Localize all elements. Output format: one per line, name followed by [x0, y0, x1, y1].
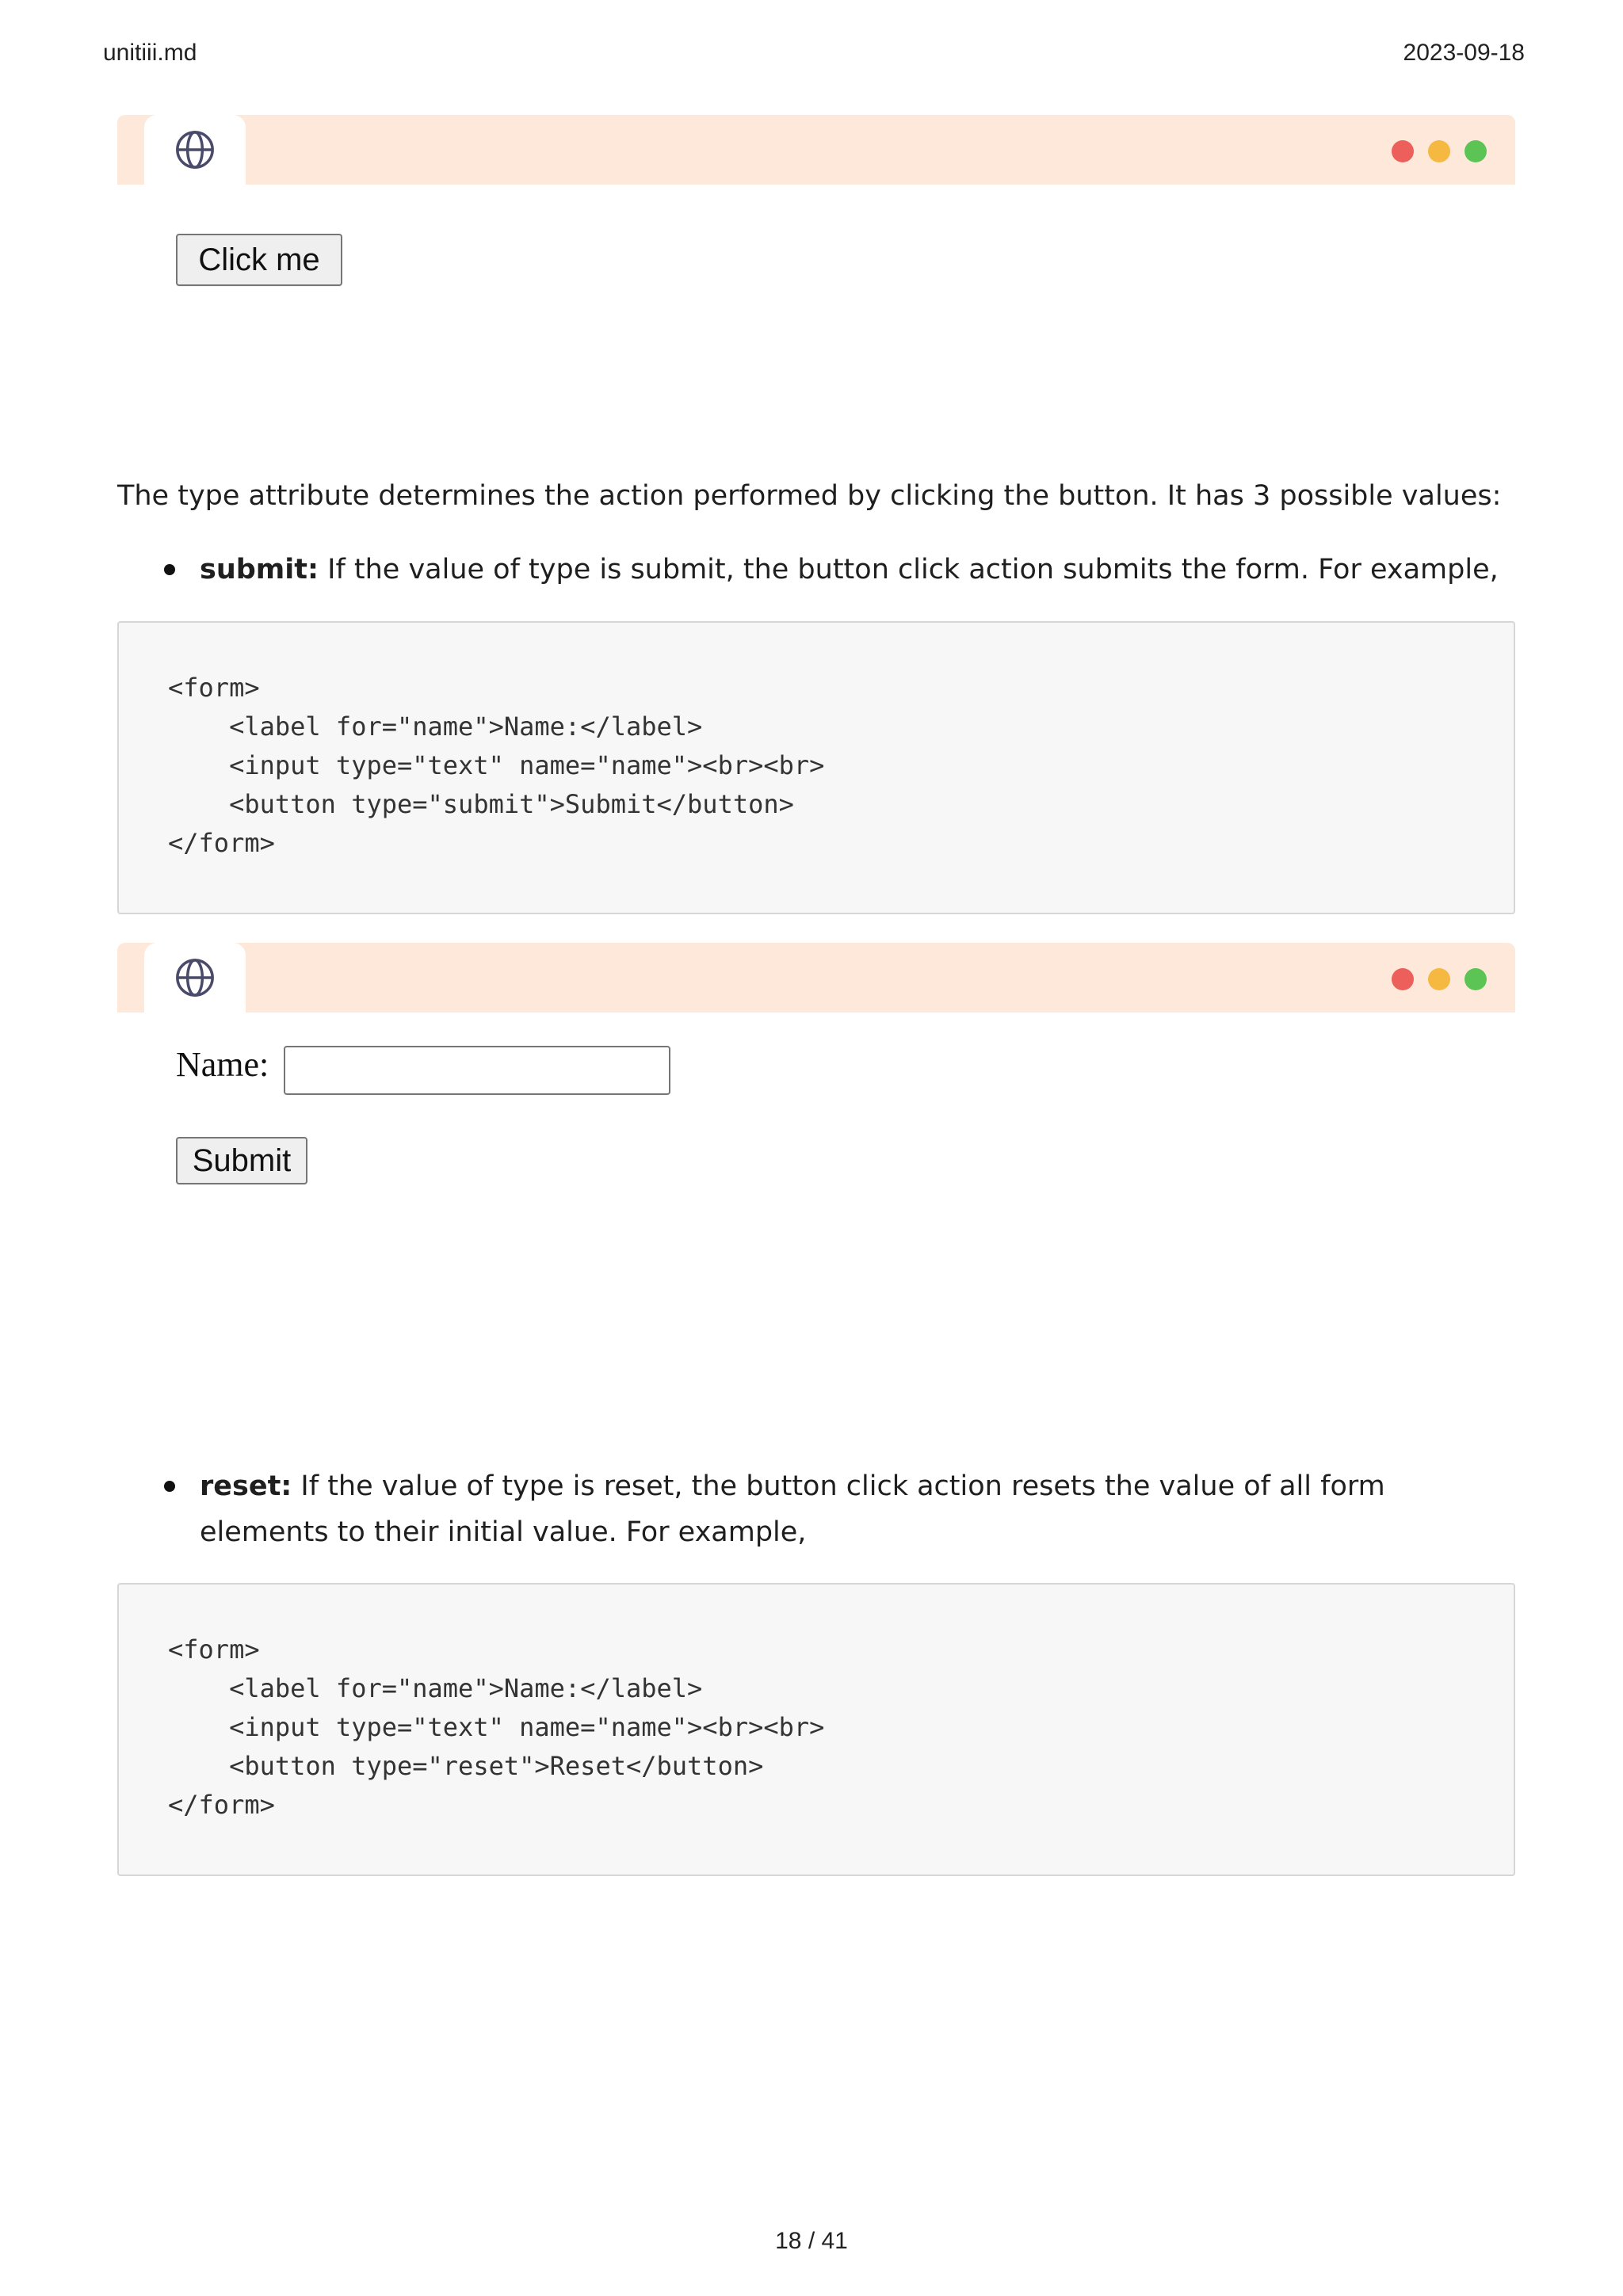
name-input[interactable] — [284, 1046, 670, 1095]
preview-window-2 — [117, 943, 1515, 1244]
bullet-text: If the value of type is submit, the button click action submits the form. For example, — [319, 554, 1499, 585]
close-dot[interactable] — [1392, 140, 1414, 162]
minimize-dot[interactable] — [1428, 968, 1450, 990]
document-date: 2023-09-18 — [1403, 40, 1525, 66]
preview-tab — [144, 115, 246, 185]
intro-paragraph: The type attribute determines the action performed by clicking the button. It has 3 possible values: — [117, 480, 1502, 512]
name-label: Name: — [176, 1045, 269, 1084]
bullet-text: If the value of type is reset, the button click action resets the value of all form elements to their initial value. For example, — [200, 1470, 1385, 1548]
bullet-term: submit: — [200, 554, 319, 585]
code-text: <form> <label for="name">Name:</label> <input type="text" name="name"><br><br> <button type="submit">Submit</button> </form> — [168, 673, 825, 858]
window-controls — [1392, 140, 1487, 162]
submit-button[interactable]: Submit — [176, 1137, 307, 1184]
minimize-dot[interactable] — [1428, 140, 1450, 162]
preview-tab — [144, 943, 246, 1013]
code-text: <form> <label for="name">Name:</label> <input type="text" name="name"><br><br> <button type="reset">Reset</button> </form> — [168, 1634, 825, 1820]
preview-titlebar — [117, 115, 1515, 185]
code-block-submit — [117, 621, 1515, 914]
globe-icon — [173, 955, 217, 1000]
bullet-marker — [164, 564, 175, 575]
bullet-marker — [164, 1481, 175, 1492]
maximize-dot[interactable] — [1465, 140, 1487, 162]
bullet-submit — [200, 547, 1515, 593]
close-dot[interactable] — [1392, 968, 1414, 990]
globe-icon — [173, 128, 217, 172]
maximize-dot[interactable] — [1465, 968, 1487, 990]
document-filename: unitiii.md — [103, 40, 197, 66]
click-me-button[interactable]: Click me — [176, 234, 342, 286]
window-controls — [1392, 968, 1487, 990]
preview-titlebar — [117, 943, 1515, 1013]
page-number: 18 / 41 — [775, 2228, 848, 2254]
bullet-term: reset: — [200, 1470, 292, 1502]
preview-window-1 — [117, 115, 1515, 353]
bullet-reset — [200, 1463, 1515, 1555]
code-block-reset — [117, 1583, 1515, 1876]
